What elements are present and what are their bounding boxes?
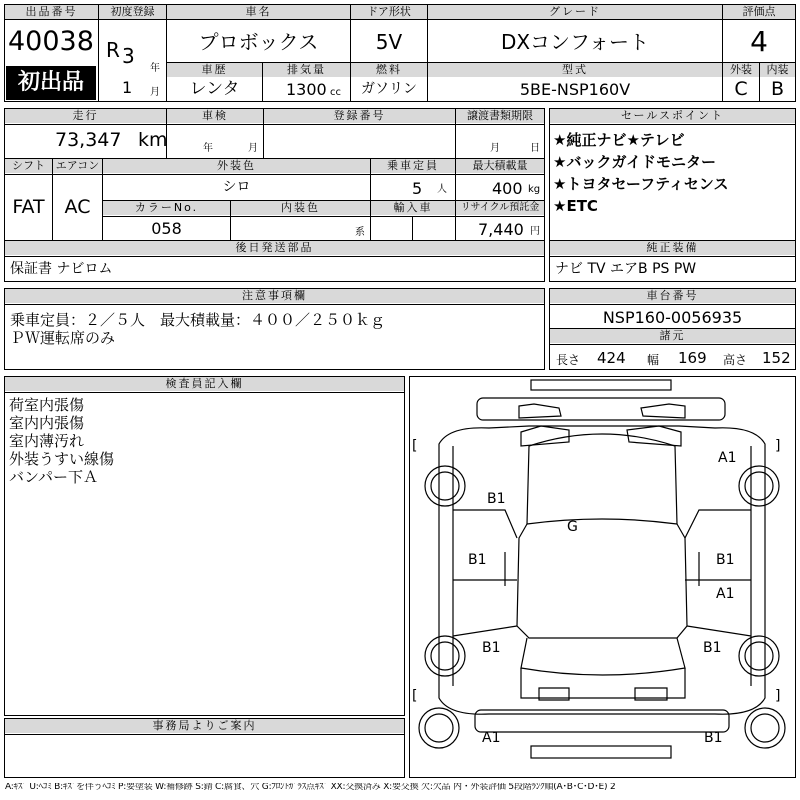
displacement-header: 排気量: [263, 63, 350, 77]
era-letter: R: [106, 38, 120, 62]
transfer-month-unit: 月: [490, 143, 500, 154]
exterior-grade: C: [734, 78, 748, 100]
mileage-value: 73,347: [55, 129, 122, 151]
mark-b1-right-door: B1: [716, 552, 735, 568]
history-header: 車歴: [167, 63, 262, 77]
color-no-value: 058: [151, 219, 182, 238]
int-color-suffix: 系: [355, 227, 365, 238]
yen-unit: 円: [530, 226, 540, 237]
dim-length-label: 長さ: [556, 353, 581, 367]
int-color-header: 内装色: [231, 201, 370, 215]
mark-g-hood: G: [567, 519, 578, 535]
bracket-right: ]: [775, 438, 781, 454]
interior-grade: B: [770, 78, 785, 100]
inspector-note-3: 室内薄汚れ: [9, 432, 85, 450]
month-unit: 月: [150, 87, 160, 98]
inspector-note-5: バンパー下Ａ: [9, 468, 98, 486]
inspector-header: 検査員記入欄: [5, 377, 404, 391]
sales-points-header: セールスポイント: [550, 109, 795, 123]
ext-color-header: 外装色: [103, 159, 370, 173]
car-name-header: 車名: [167, 5, 350, 19]
legend-footer: A:ｷｽﾞ U:ﾍｺﾐ B:ｷｽﾞを伴うﾍｺﾐ P:要塗装 W:補修跡 S:錆 C:腐食、穴 G:ﾌﾛﾝﾄｶﾞﾗｽ点ｷｽﾞ XX:交換済み X:要交換 欠:欠品 内・外装評価 5段階ﾗﾝｸ順(A･B･C･D･E) 2: [5, 783, 616, 792]
cc-unit: cc: [330, 87, 341, 98]
car-outline-diagram: [409, 376, 796, 778]
lot-number-header: 出品番号: [5, 5, 98, 19]
car-name: プロボックス: [198, 30, 319, 54]
reg-month: 1: [122, 78, 133, 97]
inspection-month-unit: 月: [248, 143, 258, 154]
capacity-value: 5: [412, 179, 423, 198]
chassis-header: 車台番号: [550, 289, 795, 303]
sales-point-2: ★バックガイドモニター: [553, 153, 716, 171]
note-line-2: ＰＷ運転席のみ: [10, 329, 116, 347]
capacity-header: 乗車定員: [371, 159, 455, 173]
aircon-value: AC: [64, 196, 91, 218]
dim-length: 424: [597, 349, 626, 367]
recycle-header: リサイクル預託金: [456, 201, 544, 215]
sales-point-1: ★純正ナビ★テレビ: [553, 131, 685, 149]
transfer-doc-header: 譲渡書類期限: [456, 109, 544, 123]
dimensions-header: 諸元: [550, 329, 795, 343]
later-parts-value: 保証書 ナビロム: [10, 261, 113, 277]
inspection-header: 車検: [167, 109, 263, 123]
first-listing-badge: 初出品: [6, 66, 96, 100]
factory-equip-value: ナビ TV エアB PS PW: [555, 261, 697, 277]
reg-no-header: 登録番号: [264, 109, 455, 123]
aircon-header: エアコン: [53, 159, 102, 173]
bracket-bottom-right: ]: [775, 688, 781, 704]
bracket-left: [: [412, 438, 418, 454]
ext-color-value: シロ: [222, 179, 251, 195]
mark-b1-rear-right: B1: [704, 730, 723, 746]
recycle-fee-value: 7,440: [478, 220, 524, 239]
kg-unit: kg: [528, 184, 541, 195]
color-no-header: カラーNo.: [103, 201, 230, 215]
exterior-grade-header: 外装: [723, 63, 759, 77]
displacement-value: 1300: [286, 80, 327, 99]
inspection-year-unit: 年: [203, 143, 213, 154]
dim-width: 169: [678, 349, 707, 367]
max-load-value: 400: [492, 179, 523, 198]
mark-a1-front-right: A1: [718, 450, 737, 466]
shift-value: FAT: [12, 196, 45, 218]
inspector-note-1: 荷室内張傷: [9, 396, 85, 414]
bracket-bottom-left: [: [412, 688, 418, 704]
import-header: 輸入車: [371, 201, 455, 215]
mark-b1-left-front: B1: [487, 491, 506, 507]
first-reg-header: 初度登録: [99, 5, 166, 19]
doors-header: ドア形状: [351, 5, 427, 19]
score-header: 評価点: [723, 5, 795, 19]
mark-b1-right-rear: B1: [703, 640, 722, 656]
doors-value: 5V: [375, 30, 403, 54]
factory-equip-header: 純正装備: [550, 241, 795, 255]
mark-a1-rear-left: A1: [482, 730, 501, 746]
score-value: 4: [750, 25, 768, 58]
reg-year: 3: [122, 44, 135, 68]
capacity-unit: 人: [437, 184, 447, 195]
fuel-header: 燃料: [351, 63, 427, 77]
grade-header: グレード: [428, 5, 722, 19]
chassis-value: NSP160-0056935: [602, 308, 743, 327]
shift-header: シフト: [5, 159, 52, 173]
note-line-1: 乗車定員：２／５人 最大積載量：４００／２５０ｋｇ: [10, 311, 386, 329]
model-code-value: 5BE-NSP160V: [519, 80, 631, 99]
grade-value: DXコンフォート: [500, 30, 650, 54]
lot-number: 40038: [8, 26, 94, 57]
interior-grade-header: 内装: [760, 63, 795, 77]
mileage-header: 走行: [5, 109, 166, 123]
max-load-header: 最大積載量: [456, 159, 544, 173]
mark-a1-right-rear: A1: [716, 586, 735, 602]
model-code-header: 型式: [428, 63, 722, 77]
later-parts-header: 後日発送部品: [5, 241, 544, 255]
dim-width-label: 幅: [647, 353, 660, 367]
sales-point-3: ★トヨタセーフティセンス: [553, 175, 729, 193]
fuel-value: ガソリン: [361, 81, 417, 97]
km-unit: km: [138, 129, 168, 151]
notes-header: 注意事項欄: [5, 289, 544, 303]
inspector-note-4: 外装うすい線傷: [9, 450, 115, 468]
year-unit: 年: [150, 63, 160, 74]
dim-height: 152: [762, 349, 791, 367]
sales-point-4: ★ETC: [553, 197, 598, 215]
office-header: 事務局よりご案内: [5, 719, 404, 733]
inspector-note-2: 室内内張傷: [9, 414, 85, 432]
transfer-day-unit: 日: [530, 143, 540, 154]
mark-b1-left-rear: B1: [482, 640, 501, 656]
dim-height-label: 高さ: [723, 353, 748, 367]
mark-b1-left-door: B1: [468, 552, 487, 568]
history-value: レンタ: [189, 79, 240, 99]
